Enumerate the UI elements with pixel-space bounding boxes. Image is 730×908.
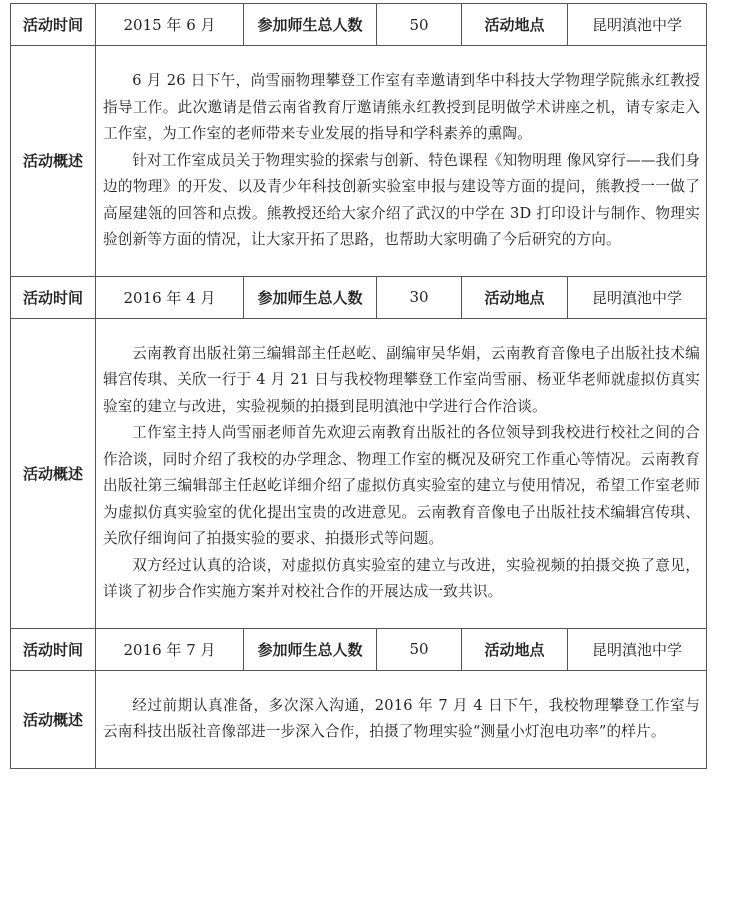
summary-text	[96, 670, 707, 768]
summary-paragraph: 经过前期认真准备，多次深入沟通，2016 年 7 月 4 日下午，我校物理攀登工作室与云南科技出版社音像部进一步深入合作，拍摄了物理实验“测量小灯泡电功率”的样片。	[103, 696, 700, 740]
summary-label: 活动概述	[11, 46, 96, 277]
summary-text	[96, 46, 707, 277]
summary-paragraph: 6 月 26 日下午，尚雪丽物理攀登工作室有幸邀请到华中科技大学物理学院熊永红教授指导工作。此次邀请是借云南省教育厅邀请熊永红教授到昆明做学术讲座之机，请专家走入工作室，为工作室的老师带来专业发展的指导和学科素养的熏陶。	[103, 72, 700, 142]
activity-summary-row	[11, 670, 707, 768]
activity-header-row	[11, 4, 707, 46]
summary-label: 活动概述	[11, 318, 96, 628]
time-label: 活动时间	[11, 4, 96, 46]
summary-label: 活动概述	[11, 670, 96, 768]
time-label: 活动时间	[11, 628, 96, 670]
summary-paragraph: 工作室主持人尚雪丽老师首先欢迎云南教育出版社的各位领导到我校进行校社之间的合作洽谈，同时介绍了我校的办学理念、物理工作室的概况及研究工作重心等情况。云南教育出版社第三编辑部主任赵屹详细介绍了虚拟仿真实验室的建立与使用情况，希望工作室老师为虚拟仿真实验室的优化提出宝贵的改进意见。云南教育音像电子出版社技术编辑宫传琪、关欣仔细询问了拍摄实验的要求、拍摄形式等问题。	[103, 424, 700, 547]
location-label: 活动地点	[462, 4, 568, 46]
location-value: 昆明滇池中学	[568, 4, 707, 46]
time-label: 活动时间	[11, 276, 96, 318]
participants-value: 30	[377, 276, 462, 318]
participants-label: 参加师生总人数	[244, 276, 377, 318]
location-value: 昆明滇池中学	[568, 276, 707, 318]
activity-header-row	[11, 628, 707, 670]
location-value: 昆明滇池中学	[568, 628, 707, 670]
location-label: 活动地点	[462, 276, 568, 318]
location-label: 活动地点	[462, 628, 568, 670]
activity-header-row	[11, 276, 707, 318]
time-value: 2015 年 6 月	[96, 4, 244, 46]
activity-summary-row	[11, 46, 707, 277]
participants-label: 参加师生总人数	[244, 628, 377, 670]
time-value: 2016 年 7 月	[96, 628, 244, 670]
activity-summary-row	[11, 318, 707, 628]
participants-label: 参加师生总人数	[244, 4, 377, 46]
summary-text	[96, 318, 707, 628]
summary-paragraph: 双方经过认真的洽谈，对虚拟仿真实验室的建立与改进，实验视频的拍摄交换了意见，详谈了初步合作实施方案并对校社合作的开展达成一致共识。	[103, 556, 700, 600]
activity-table	[10, 3, 707, 769]
participants-value: 50	[377, 628, 462, 670]
summary-paragraph: 针对工作室成员关于物理实验的探索与创新、特色课程《知物明理 像风穿行——我们身边的物理》的开发、以及青少年科技创新实验室申报与建设等方面的提问，熊教授一一做了高屋建瓴的回答和点拨。熊教授还给大家介绍了武汉的中学在 3D 打印设计与制作、物理实验创新等方面的情况，让大家开拓了思路，也帮助大家明确了今后研究的方向。	[103, 151, 700, 248]
participants-value: 50	[377, 4, 462, 46]
summary-paragraph: 云南教育出版社第三编辑部主任赵屹、副编审吴华娟，云南教育音像电子出版社技术编辑宫传琪、关欣一行于 4 月 21 日与我校物理攀登工作室尚雪丽、杨亚华老师就虚拟仿真实验室的建立与改进，实验视频的拍摄到昆明滇池中学进行合作洽谈。	[103, 344, 700, 415]
time-value: 2016 年 4 月	[96, 276, 244, 318]
